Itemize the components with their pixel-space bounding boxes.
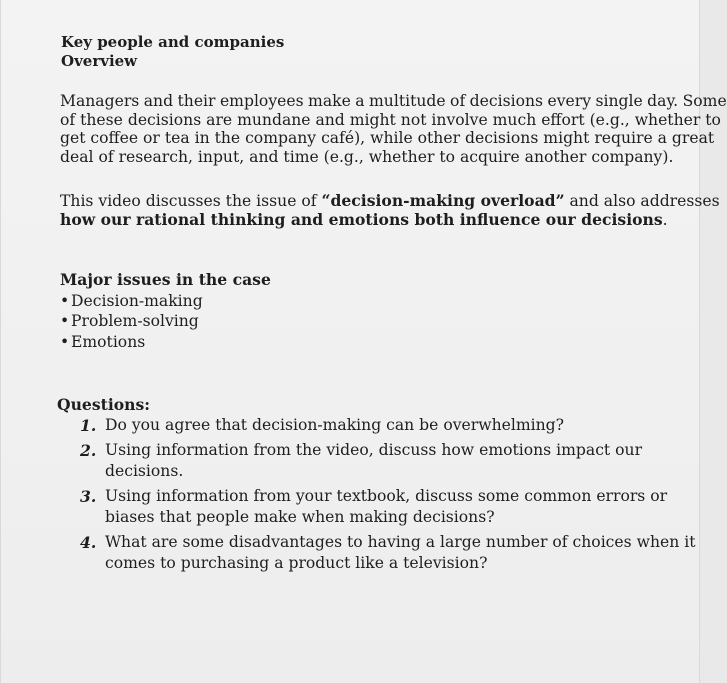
question-number: 1. (80, 416, 97, 435)
paragraph-line: deal of research, input, and time (e.g., whether to acquire another company). (60, 147, 674, 166)
question-line: comes to purchasing a product like a television? (105, 554, 488, 572)
question-item (80, 440, 665, 482)
bullet-icon: • (60, 312, 70, 330)
page-title: Key people and companies (61, 33, 285, 51)
question-number: 3. (80, 487, 97, 506)
questions-title: Questions: (57, 395, 151, 414)
paragraph-line (60, 209, 668, 230)
bullet-icon: • (60, 291, 70, 310)
question-text (105, 415, 665, 436)
overview-paragraph-2 (60, 191, 720, 229)
section-title-overview: Overview (61, 52, 138, 70)
question-number: 4. (80, 533, 97, 552)
list-item (60, 291, 271, 312)
question-item (80, 486, 668, 528)
question-item (80, 532, 696, 574)
paragraph-text: and also addresses (564, 192, 720, 210)
question-line: Using information from your textbook, discuss some common errors or (105, 487, 668, 505)
overview-paragraph-1 (60, 92, 727, 166)
questions-section (57, 394, 696, 578)
major-issues-list (60, 291, 271, 353)
paragraph-line: get coffee or tea in the company café), while other decisions might require a great (60, 129, 715, 147)
questions-list (57, 415, 696, 574)
paragraph-text: This video discusses the issue of (60, 192, 322, 210)
bullet-icon: • (60, 332, 70, 351)
paragraph-line (60, 191, 720, 211)
emphasis-text: “decision-making overload” (321, 191, 565, 210)
major-issues-section (60, 270, 271, 352)
question-line: What are some disadvantages to having a large number of choices when it (105, 533, 696, 551)
list-item-text: Emotions (71, 332, 146, 351)
question-line: Using information from the video, discuss how emotions impact our (105, 441, 643, 459)
paragraph-text: . (662, 210, 668, 229)
question-text (105, 532, 696, 574)
question-line: decisions. (105, 462, 184, 480)
question-text (105, 486, 668, 528)
paragraph-line: of these decisions are mundane and might not involve much effort (e.g., whether to (60, 110, 721, 129)
paragraph-line: Managers and their employees make a multitude of decisions every single day. Some (60, 92, 727, 110)
list-item-text: Problem-solving (71, 312, 199, 330)
document-header (61, 33, 284, 71)
question-text (105, 440, 665, 482)
question-line: biases that people make when making decisions? (105, 508, 495, 526)
major-issues-title: Major issues in the case (60, 270, 271, 289)
list-item-text: Decision-making (71, 291, 203, 310)
list-item (60, 332, 271, 353)
emphasis-text: how our rational thinking and emotions both influence our decisions (60, 209, 663, 229)
question-number: 2. (80, 441, 97, 460)
question-item (80, 415, 665, 436)
question-line: Do you agree that decision-making can be overwhelming? (105, 416, 564, 434)
list-item (60, 311, 271, 332)
